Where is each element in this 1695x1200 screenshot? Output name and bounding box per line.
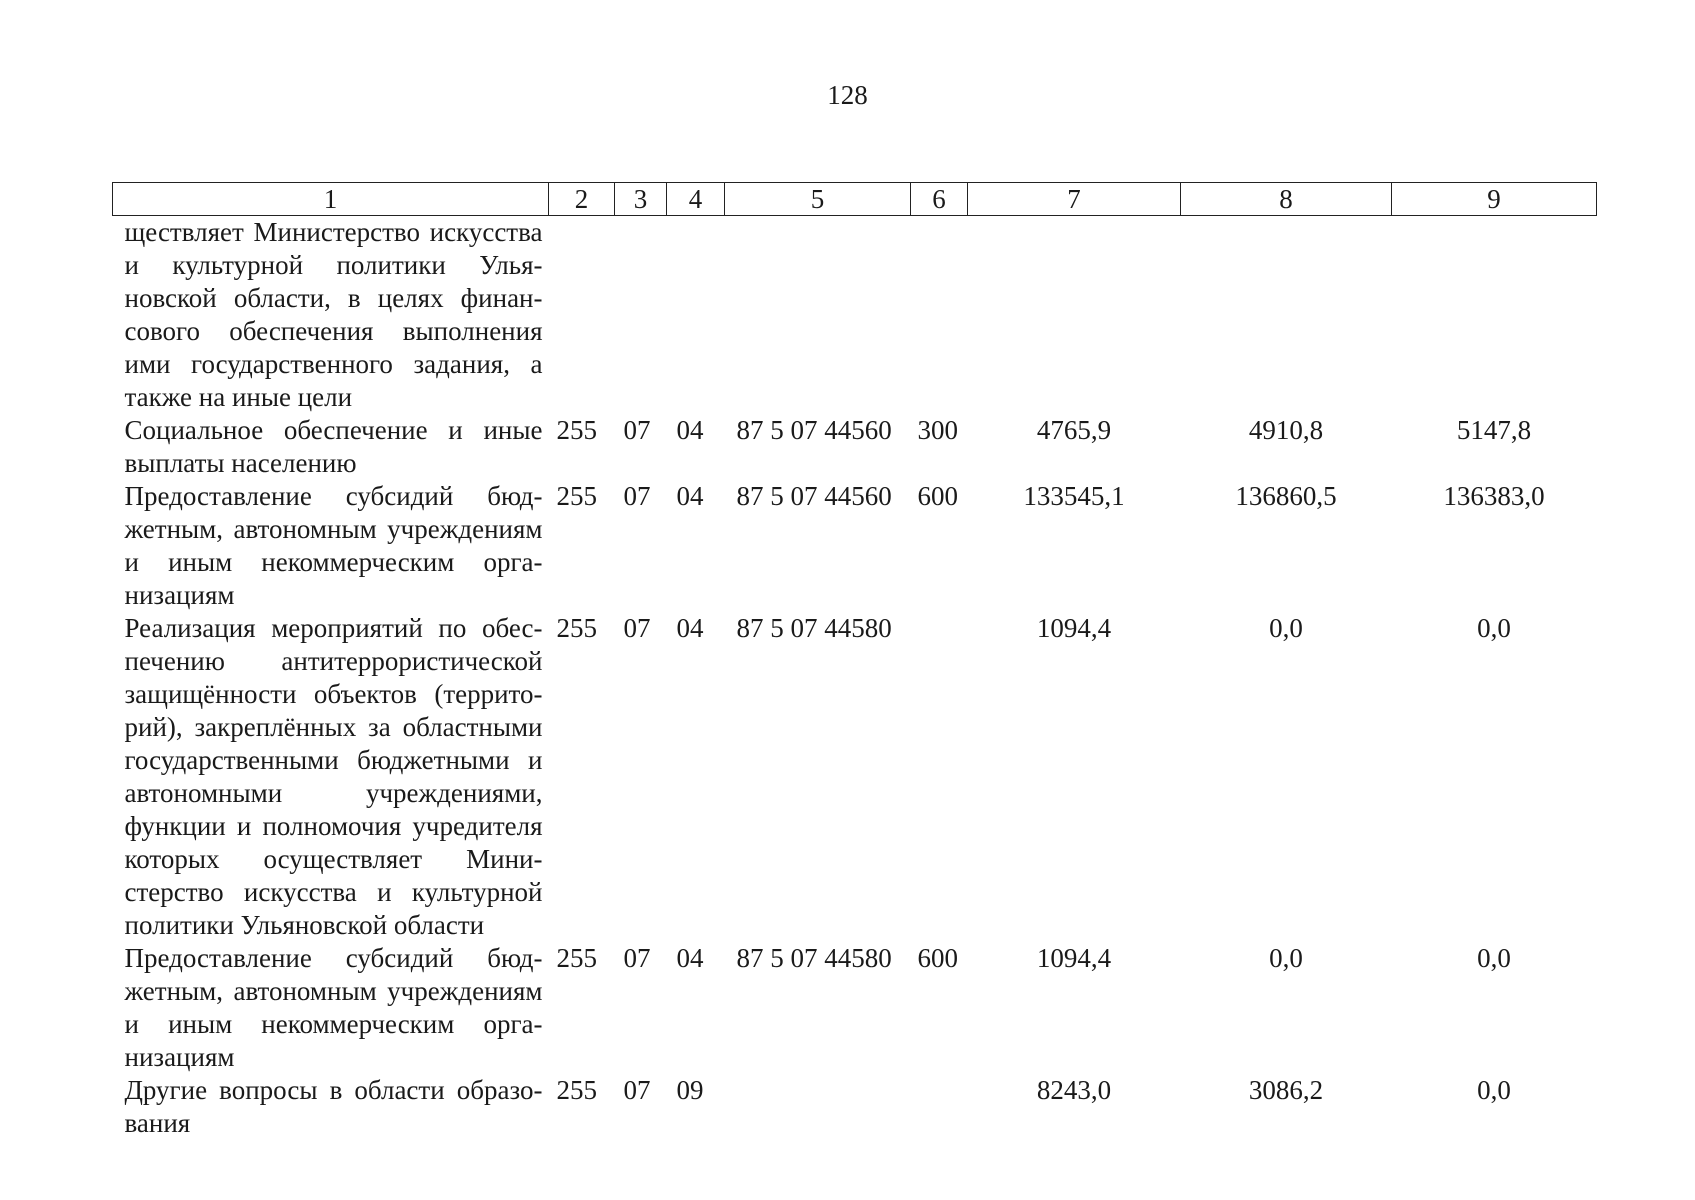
cell-col-7 [968,216,1181,415]
cell-col-2: 255 [556,481,597,511]
row-description: Социальное обеспечение и иные выплаты населению [124,415,543,478]
cell-col-4: 04 [676,481,704,511]
cell-col-2 [549,216,615,415]
header-col-6: 6 [911,183,968,216]
cell-col-8: 0,0 [1269,613,1303,643]
cell-col-2: 255 [556,1075,597,1105]
cell-col-9: 0,0 [1477,943,1511,973]
cell-col-7: 4765,9 [1036,415,1112,445]
cell-col-5: 87 5 07 44560 [736,415,892,445]
cell-col-3: 07 [623,415,651,445]
cell-col-3: 07 [623,481,651,511]
cell-col-6: 600 [917,481,958,511]
cell-col-7: 1094,4 [1036,943,1112,973]
cell-col-3: 07 [623,1075,651,1105]
cell-col-3: 07 [623,613,651,643]
budget-table [112,182,1597,1140]
row-description: ществляет Министерство искусства и культурной политики Ульяновской области, в целях финансового обеспечения выполнения ими государственного задания, а также на иные цели [124,217,543,412]
cell-col-7: 1094,4 [1036,613,1112,643]
cell-col-9 [1392,216,1597,415]
cell-col-2: 255 [556,943,597,973]
cell-col-8: 136860,5 [1235,481,1337,511]
table-row [113,612,1597,942]
header-col-9: 9 [1392,183,1597,216]
header-col-2: 2 [549,183,615,216]
cell-col-3 [615,216,667,415]
cell-col-2: 255 [556,415,597,445]
cell-col-7: 8243,0 [1036,1075,1112,1105]
row-description: Реализация мероприятий по обеспечению антитеррористической защищённости объектов (территорий), закреплённых за областными государственными бюджетными и автономными учреждениями, функции и полномочия учредителя которых осуществляет Министерство искусства и культурной политики Ульяновской области [124,613,543,940]
row-description: Предоставление субсидий бюджетным, автономным учреждениям и иным некоммерческим организациям [124,943,543,1072]
cell-col-5: 87 5 07 44580 [736,613,892,643]
cell-col-9: 136383,0 [1443,481,1545,511]
header-col-8: 8 [1181,183,1392,216]
table-row [113,480,1597,612]
row-description: Другие вопросы в области образования [124,1075,543,1138]
cell-col-8 [1181,216,1392,415]
cell-col-6 [911,612,968,942]
cell-col-8: 3086,2 [1248,1075,1324,1105]
cell-col-5 [725,216,911,415]
cell-col-2: 255 [556,613,597,643]
cell-col-4: 09 [676,1075,704,1105]
cell-col-6 [911,1074,968,1140]
header-col-4: 4 [667,183,725,216]
header-col-3: 3 [615,183,667,216]
cell-col-8: 0,0 [1269,943,1303,973]
page-number: 128 [827,80,868,110]
table-row [113,414,1597,480]
table-row [113,216,1597,415]
cell-col-6: 600 [917,943,958,973]
cell-col-9: 0,0 [1477,1075,1511,1105]
header-col-5: 5 [725,183,911,216]
cell-col-6: 300 [917,415,958,445]
cell-col-4: 04 [676,943,704,973]
cell-col-6 [911,216,968,415]
cell-col-9: 5147,8 [1456,415,1532,445]
cell-col-3: 07 [623,943,651,973]
cell-col-5: 87 5 07 44560 [736,481,892,511]
cell-col-5 [725,1074,911,1140]
cell-col-7: 133545,1 [1023,481,1125,511]
table-row [113,942,1597,1074]
cell-col-4: 04 [676,415,704,445]
header-col-7: 7 [968,183,1181,216]
cell-col-8: 4910,8 [1248,415,1324,445]
row-description: Предоставление субсидий бюджетным, автономным учреждениям и иным некоммерческим организациям [124,481,543,610]
cell-col-4: 04 [676,613,704,643]
table-header-row [113,183,1597,216]
cell-col-4 [667,216,725,415]
header-col-1: 1 [113,183,549,216]
cell-col-5: 87 5 07 44580 [736,943,892,973]
table-row [113,1074,1597,1140]
cell-col-9: 0,0 [1477,613,1511,643]
